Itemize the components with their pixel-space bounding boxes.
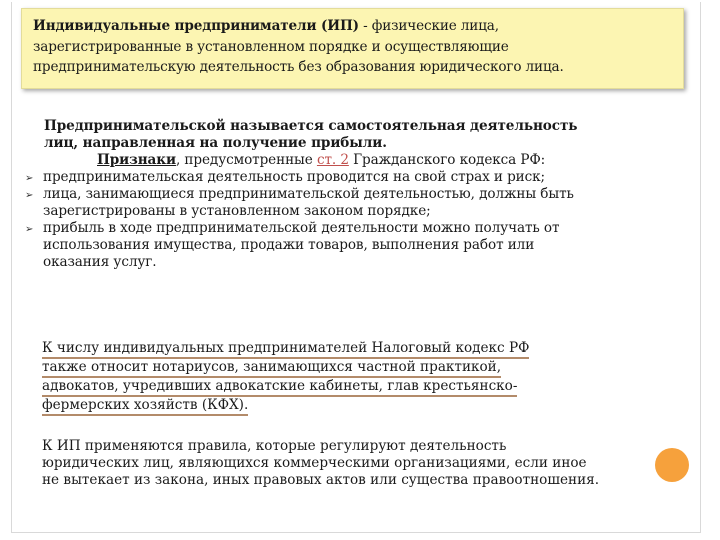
signs-heading <box>21 152 681 169</box>
list-item-line: использования имущества, продажи товаров, выполнения работ или <box>43 237 535 253</box>
tax-code-line: также относит нотариусов, занимающихся частной практикой, <box>42 359 501 378</box>
list-item <box>21 186 681 220</box>
list-item-line: зарегистрированы в установленном законом порядке; <box>43 203 431 219</box>
entrepreneurship-block <box>21 118 681 271</box>
signs-label: Признаки <box>97 152 176 168</box>
list-item-line: лица, занимающиеся предпринимательской деятельностью, должны быть <box>43 186 574 202</box>
header-term: Индивидуальные предприниматели (ИП) <box>33 18 359 34</box>
signs-text-after: Гражданского кодекса РФ: <box>348 152 546 168</box>
definition-header-box <box>21 8 684 89</box>
list-item-line: предпринимательская деятельность проводится на свой страх и риск; <box>43 169 546 185</box>
article-link[interactable]: ст. 2 <box>316 152 349 168</box>
tax-code-line: фермерских хозяйств (КФХ). <box>42 397 248 416</box>
list-item-line: прибыль в ходе предпринимательской деятельности можно получать от <box>43 220 560 236</box>
arrow-bullet-icon: ➢ <box>25 224 34 235</box>
list-item-line: оказания услуг. <box>43 254 157 270</box>
header-line-2: зарегистрированные в установленном порядке и осуществляющие <box>33 38 509 55</box>
list-item <box>21 169 681 186</box>
tax-code-line: адвокатов, учредивших адвокатские кабинеты, глав крестьянско- <box>42 378 517 397</box>
definition-line-2: лиц, направленная на получение прибыли. <box>44 135 387 151</box>
arrow-bullet-icon: ➢ <box>25 190 34 201</box>
rules-line: К ИП применяются правила, которые регулируют деятельность <box>42 438 507 454</box>
accent-circle-icon <box>655 448 689 482</box>
rules-line: юридических лиц, являющихся коммерческими организациями, если иное <box>42 455 587 471</box>
list-item <box>21 220 681 271</box>
arrow-bullet-icon: ➢ <box>25 173 34 184</box>
signs-text-before: , предусмотренные <box>175 152 317 168</box>
header-rest: - физические лица, <box>358 18 499 34</box>
tax-code-paragraph <box>42 340 642 416</box>
header-line-1 <box>33 16 683 37</box>
definition-line-1: Предпринимательской называется самостоятельная деятельность <box>44 118 578 134</box>
tax-code-line: К числу индивидуальных предпринимателей Налоговый кодекс РФ <box>42 340 529 359</box>
rules-paragraph <box>42 438 682 489</box>
rules-line: не вытекает из закона, иных правовых актов или существа правоотношения. <box>42 472 600 488</box>
header-line-3: предпринимательскую деятельность без образования юридического лица. <box>33 59 564 75</box>
